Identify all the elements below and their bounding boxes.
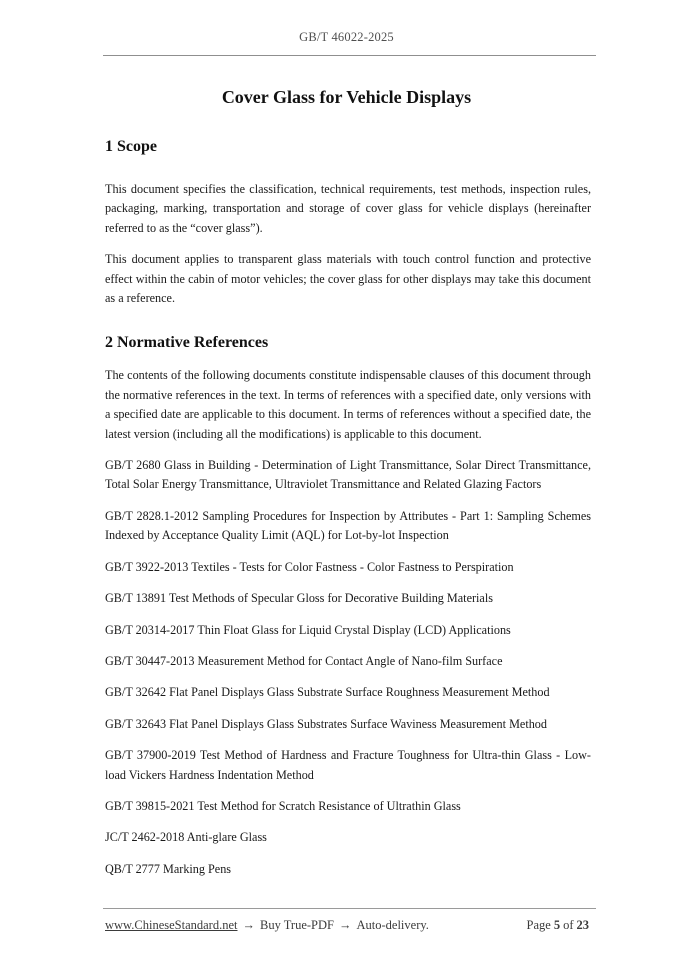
reference-item: GB/T 37900-2019 Test Method of Hardness and Fracture Toughness for Ultra-thin Glass - Low-load Vickers Hardness Indentation Method xyxy=(105,748,591,782)
reference-item: GB/T 39815-2021 Test Method for Scratch Resistance of Ultrathin Glass xyxy=(105,798,461,813)
reference-item: GB/T 2680 Glass in Building - Determination of Light Transmittance, Solar Direct Transmittance, Total Solar Energy Transmittance, Ultraviolet Transmittance and Related Glazing Factors xyxy=(105,458,591,492)
section-heading-normative-references: 2 Normative References xyxy=(105,334,269,352)
normative-references-intro: The contents of the following documents constitute indispensable clauses of this document through the normative references in the text. In terms of references with a specified date, only versions with a specified date are applicable to this document. In terms of references without a specified date, the latest version (including all the modifications) is applicable to this document. xyxy=(105,368,591,441)
header-doc-number: GB/T 46022-2025 xyxy=(299,30,394,44)
buy-true-pdf-label: Buy True-PDF xyxy=(260,918,334,932)
scope-paragraph: This document applies to transparent glass materials with touch control function and protective effect within the cabin of motor vehicles; the cover glass for other displays may take this document as a reference. xyxy=(105,252,591,306)
footer-rule xyxy=(103,908,596,909)
footer-source-line xyxy=(105,917,429,934)
auto-delivery-label: Auto-delivery. xyxy=(356,918,429,932)
page-footer xyxy=(0,908,693,980)
page-current-number: 5 xyxy=(553,918,561,932)
arrow-icon: → xyxy=(339,918,352,932)
reference-item: JC/T 2462-2018 Anti-glare Glass xyxy=(105,830,267,845)
document-title: Cover Glass for Vehicle Displays xyxy=(221,87,472,107)
reference-item: GB/T 13891 Test Methods of Specular Gloss for Decorative Building Materials xyxy=(105,591,493,606)
section-heading-scope: 1 Scope xyxy=(105,138,157,155)
of-label: of xyxy=(563,918,574,932)
reference-item: GB/T 30447-2013 Measurement Method for Contact Angle of Nano-film Surface xyxy=(105,653,503,668)
scope-paragraph: This document specifies the classification, technical requirements, test methods, inspection rules, packaging, marking, transportation and storage of cover glass for vehicle displays (hereinafter referred to as the “cover glass”). xyxy=(105,182,591,235)
reference-item: QB/T 2777 Marking Pens xyxy=(105,861,232,876)
reference-item: GB/T 20314-2017 Thin Float Glass for Liquid Crystal Display (LCD) Applications xyxy=(105,622,511,637)
arrow-icon: → xyxy=(242,918,255,932)
document-body xyxy=(105,136,591,879)
reference-item: GB/T 2828.1-2012 Sampling Procedures for Inspection by Attributes - Part 1: Sampling Schemes Indexed by Acceptance Quality Limit (AQL) for Lot-by-lot Inspection xyxy=(105,508,591,543)
reference-item: GB/T 3922-2013 Textiles - Tests for Color Fastness - Color Fastness to Perspiration xyxy=(105,559,514,574)
page-indicator xyxy=(527,917,589,934)
header-rule xyxy=(103,55,596,56)
reference-item: GB/T 32642 Flat Panel Displays Glass Substrate Surface Roughness Measurement Method xyxy=(105,685,550,700)
reference-item: GB/T 32643 Flat Panel Displays Glass Substrates Surface Waviness Measurement Method xyxy=(105,716,547,731)
site-link[interactable]: www.ChineseStandard.net xyxy=(105,918,238,932)
page-total-number: 23 xyxy=(576,918,589,932)
page-label: Page xyxy=(526,918,551,932)
